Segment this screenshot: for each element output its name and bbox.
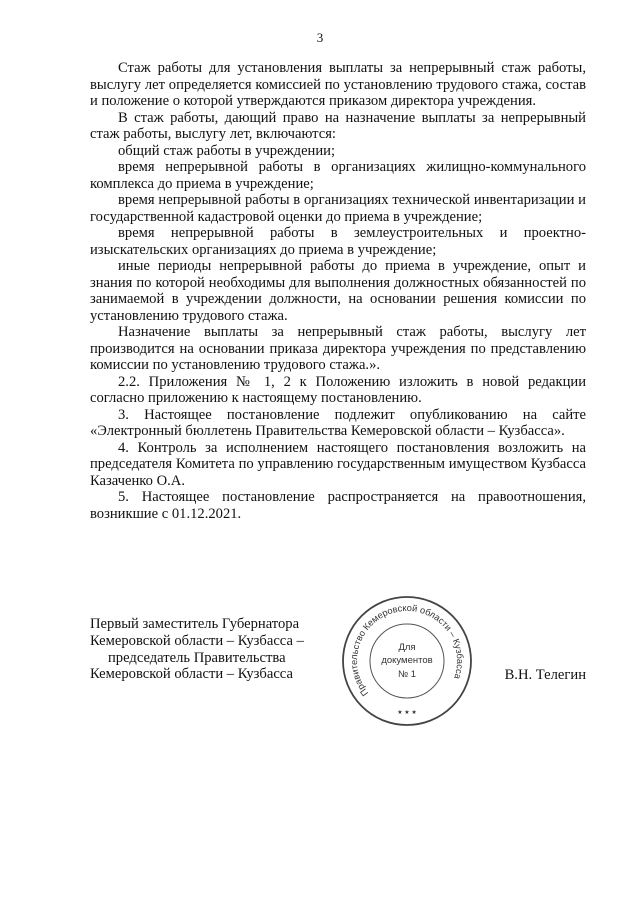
stamp-stars: ★ ★ ★	[397, 710, 417, 716]
stamp-center-line: Для	[398, 642, 416, 653]
paragraph: 5. Настоящее постановление распространяется на правоотношения, возникшие с 01.12.2021.	[90, 489, 586, 522]
page-number: 3	[316, 30, 324, 45]
paragraph: 4. Контроль за исполнением настоящего постановления возложить на председателя Комитета по управлению государственным имуществом Кузбасса Казаченко О.А.	[90, 439, 586, 489]
paragraph: иные периоды непрерывной работы до приема в учреждение, опыт и знания по которой необходимы для выполнения должностных обязанностей по занимаемой в учреждении должности, на основании решения комиссии по установлению трудового стажа.	[90, 258, 586, 324]
official-stamp	[339, 593, 475, 729]
paragraph: время непрерывной работы в организациях технической инвентаризации и государственной кадастровой оценки до приема в учреждение;	[90, 192, 586, 225]
paragraph: Назначение выплаты за непрерывный стаж работы, выслугу лет производится на основании приказа директора учреждения по представлению комиссии по установлению трудового стажа.».	[90, 324, 586, 373]
paragraph: 3. Настоящее постановление подлежит опубликованию на сайте «Электронный бюллетень Правительства Кемеровской области – Кузбасса».	[90, 406, 586, 439]
signature-block	[90, 616, 320, 683]
stamp-center-line: документов	[381, 655, 433, 666]
paragraph: время непрерывной работы в землеустроительных и проектно-изыскательских организациях до приема в учреждение;	[90, 225, 586, 258]
stamp-center-line: № 1	[397, 669, 417, 680]
stamp-seal-icon	[339, 593, 475, 729]
signer-title-line: председатель Правительства	[108, 649, 286, 666]
signer-title-line: Кемеровской области – Кузбасса –	[90, 632, 304, 649]
paragraph: время непрерывной работы в организациях жилищно-коммунального комплекса до приема в учреждение;	[90, 159, 586, 192]
paragraph: В стаж работы, дающий право на назначение выплаты за непрерывный стаж работы, выслугу лет, включаются:	[90, 109, 586, 142]
signer-title-line: Кемеровской области – Кузбасса	[90, 666, 293, 683]
signer-title-line: Первый заместитель Губернатора	[90, 616, 300, 632]
paragraph: 2.2. Приложения № 1, 2 к Положению изложить в новой редакции согласно приложению к настоящему постановлению.	[90, 373, 586, 406]
document-body	[90, 60, 586, 522]
signer-name: В.Н. Телегин	[504, 667, 586, 683]
paragraph: Стаж работы для установления выплаты за непрерывный стаж работы, выслугу лет определяется комиссией по установлению трудового стажа, состав и положение о которой утверждаются приказом директора учреждения.	[90, 60, 586, 109]
stamp-ring-text: Правительство Кемеровской области – Кузбасса	[348, 602, 466, 698]
paragraph: общий стаж работы в учреждении;	[118, 142, 336, 159]
